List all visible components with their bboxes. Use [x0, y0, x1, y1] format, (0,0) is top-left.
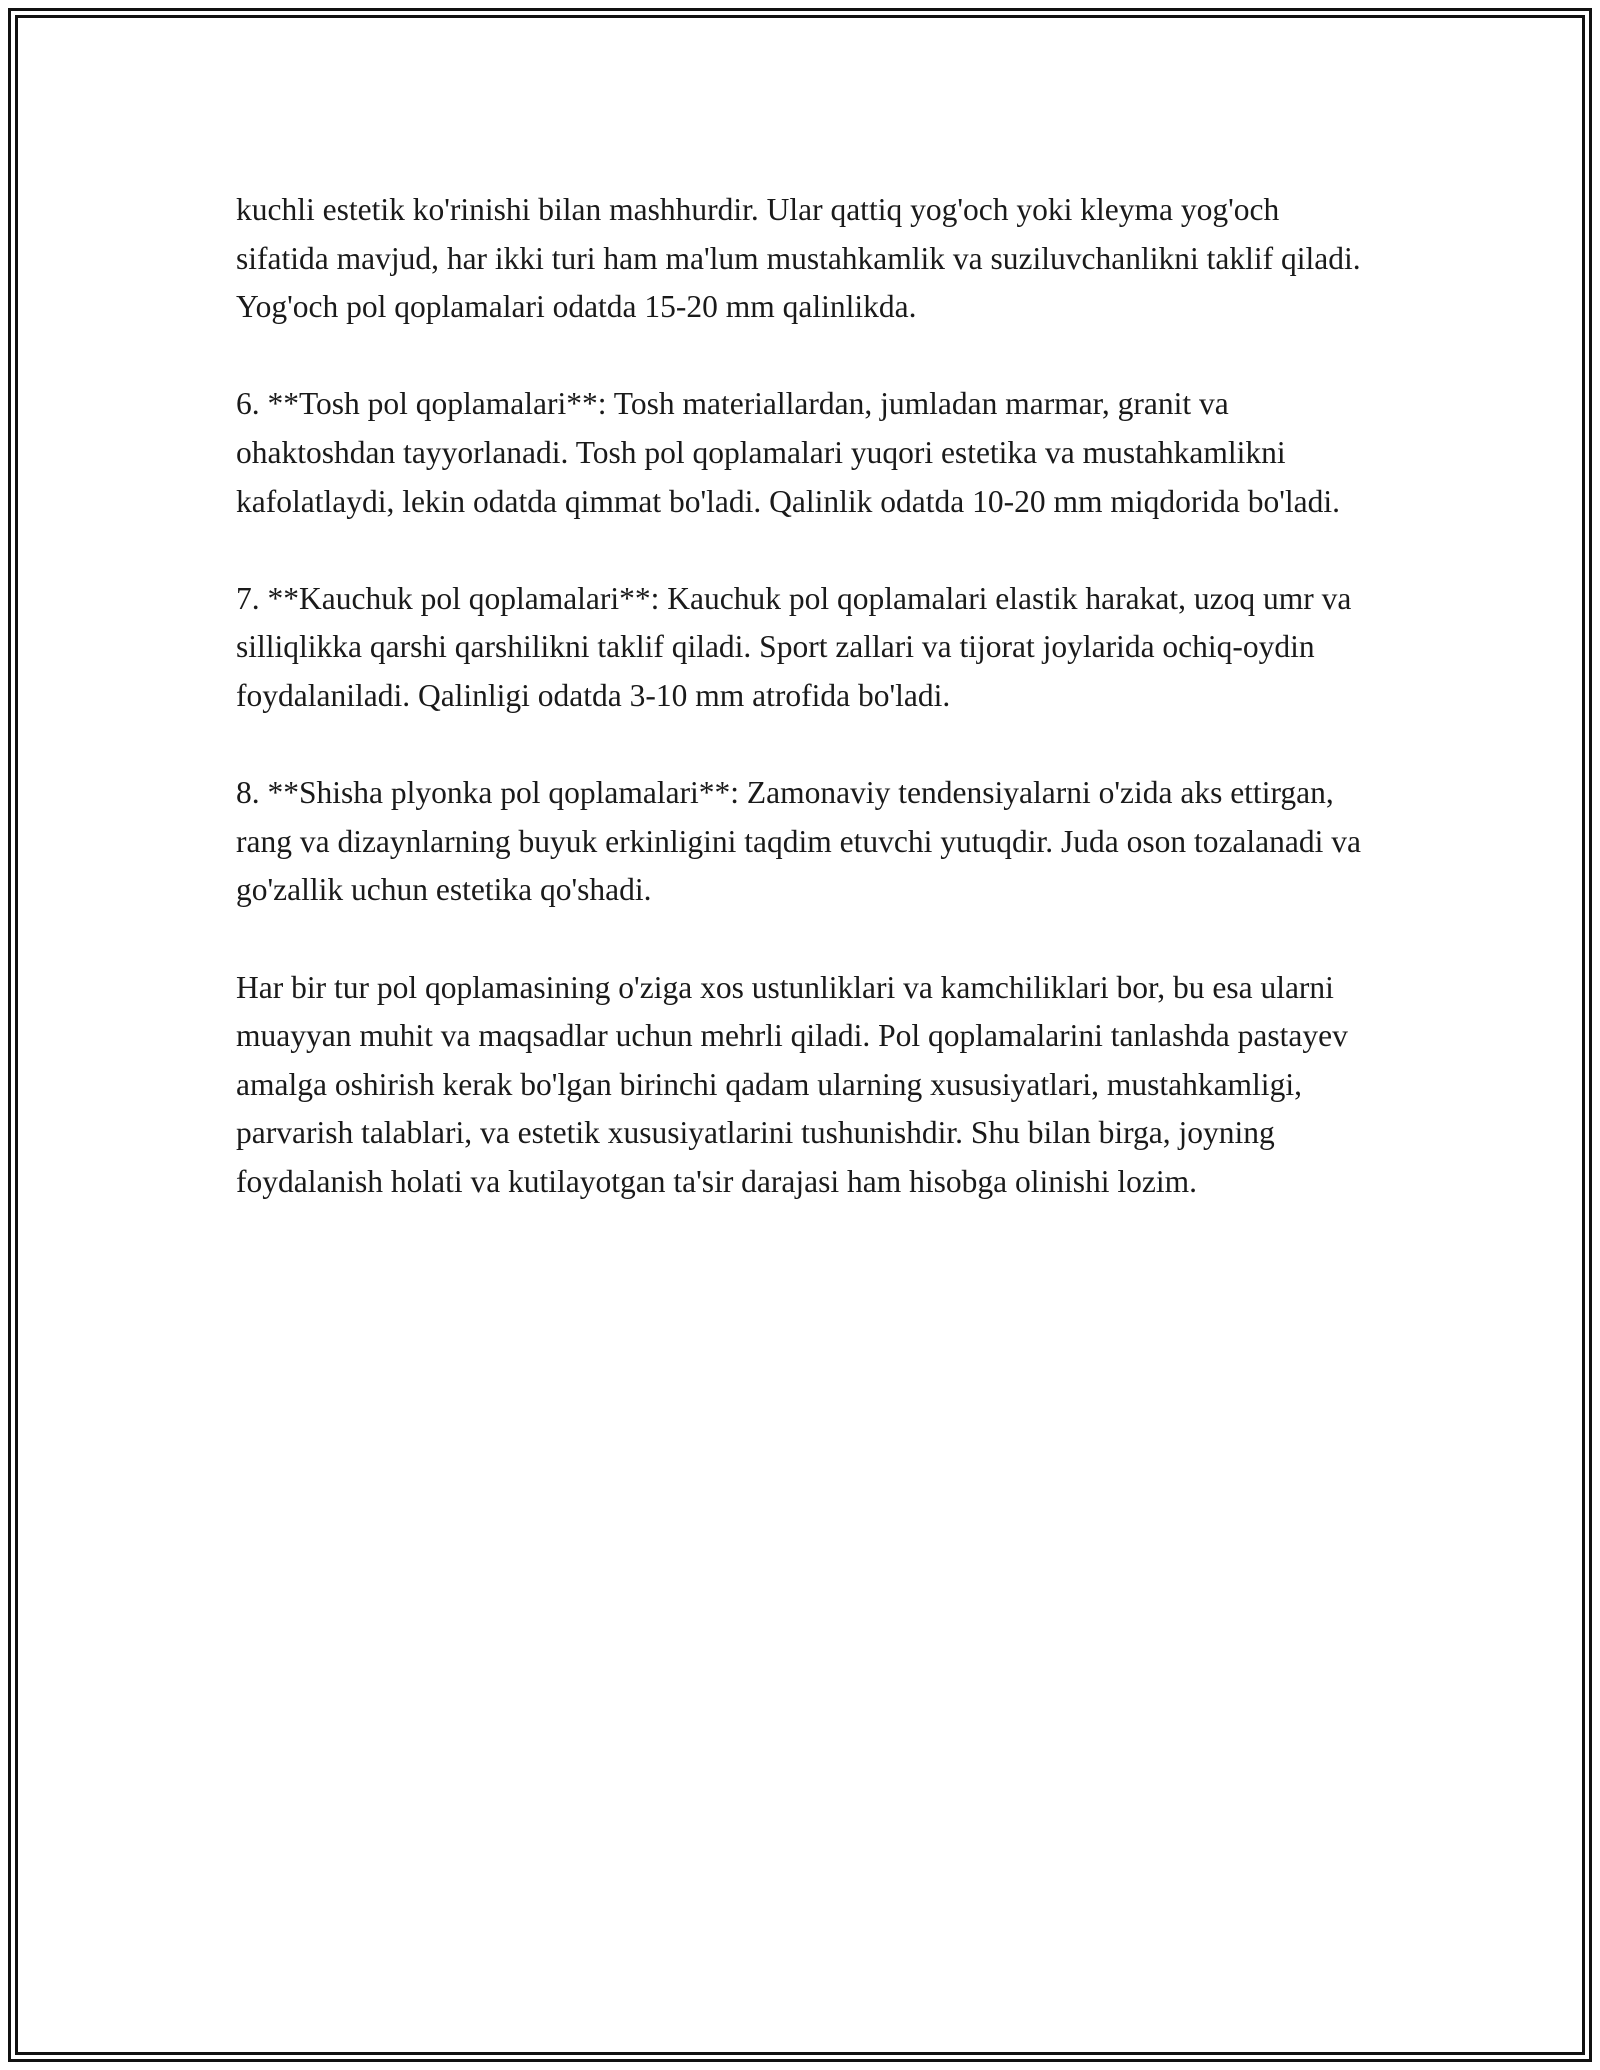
paragraph-wood-flooring-continued: kuchli estetik ko'rinishi bilan mashhurdir. Ular qattiq yog'och yoki kleyma yog'och sifatida mavjud, har ikki turi ham ma'lum mustahkamlik va suziluvchanlikni taklif qiladi. Yog'och pol qoplamalari odatda 15-20 mm qalinlikda. [236, 192, 1361, 325]
paragraph-stone-flooring: 6. **Tosh pol qoplamalari**: Tosh materiallardan, jumladan marmar, granit va ohaktoshdan tayyorlanadi. Tosh pol qoplamalari yuqori estetika va mustahkamlikni kafolatlaydi, lekin odatda qimmat bo'ladi. Qalinlik odatda 10-20 mm miqdorida bo'ladi. [236, 386, 1340, 519]
document-body [236, 186, 1376, 1206]
paragraph-rubber-flooring: 7. **Kauchuk pol qoplamalari**: Kauchuk pol qoplamalari elastik harakat, uzoq umr va silliqlikka qarshi qarshilikni taklif qiladi. Sport zallari va tijorat joylarida ochiq-oydin foydalaniladi. Qalinligi odatda 3-10 mm atrofida bo'ladi. [236, 580, 1352, 713]
paragraph-conclusion: Har bir tur pol qoplamasining o'ziga xos ustunliklari va kamchiliklari bor, bu esa ularni muayyan muhit va maqsadlar uchun mehrli qiladi. Pol qoplamalarini tanlashda pastayev amalga oshirish kerak bo'lgan birinchi qadam ularning xususiyatlari, mustahkamligi, parvarish talablari, va estetik xususiyatlarini tushunishdir. Shu bilan birga, joyning foydalanish holati va kutilayotgan ta'sir darajasi ham hisobga olinishi lozim. [236, 969, 1348, 1199]
paragraph-glass-film-flooring: 8. **Shisha plyonka pol qoplamalari**: Zamonaviy tendensiyalarni o'zida aks ettirgan, rang va dizaynlarning buyuk erkinligini taqdim etuvchi yutuqdir. Juda oson tozalanadi va go'zallik uchun estetika qo'shadi. [236, 775, 1361, 908]
